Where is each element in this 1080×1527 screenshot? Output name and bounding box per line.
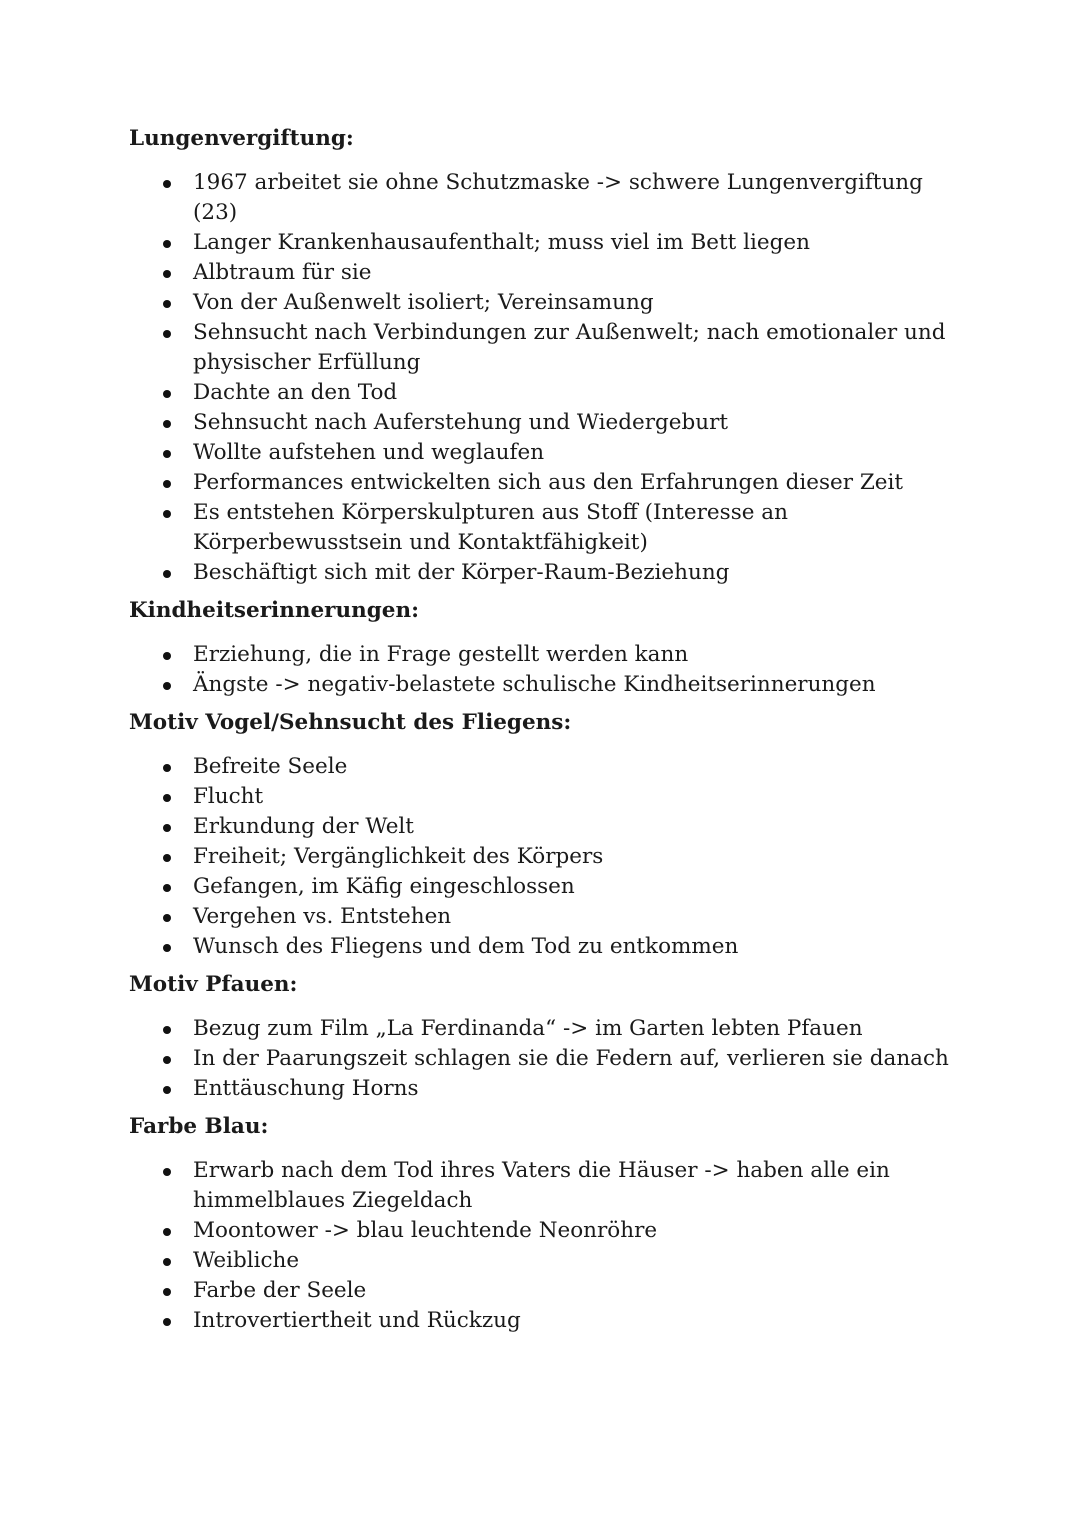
bullet-icon bbox=[163, 330, 171, 338]
bullet-icon bbox=[163, 1168, 171, 1176]
list-item-text: Sehnsucht nach Auferstehung und Wiedergeburt bbox=[193, 410, 729, 435]
list-item-text: Sehnsucht nach Verbindungen zur Außenwelt; nach emotionaler und physischer Erfüllung bbox=[193, 320, 946, 375]
list-item bbox=[129, 1276, 969, 1306]
list-item bbox=[129, 168, 969, 228]
section-motiv-pfauen bbox=[129, 970, 969, 1104]
bullet-icon bbox=[163, 1026, 171, 1034]
list-item bbox=[129, 498, 969, 558]
list-item bbox=[129, 812, 969, 842]
list-item-text: Dachte an den Tod bbox=[193, 380, 398, 405]
list-item-text: Introvertiertheit und Rückzug bbox=[193, 1308, 521, 1333]
bullet-icon bbox=[163, 944, 171, 952]
bullet-icon bbox=[163, 450, 171, 458]
list-item-text: Albtraum für sie bbox=[193, 260, 372, 285]
bullet-list bbox=[129, 640, 969, 700]
bullet-icon bbox=[163, 824, 171, 832]
bullet-list bbox=[129, 1014, 969, 1104]
list-item bbox=[129, 1216, 969, 1246]
list-item bbox=[129, 258, 969, 288]
list-item-text: Langer Krankenhausaufenthalt; muss viel im Bett liegen bbox=[193, 230, 810, 255]
list-item bbox=[129, 902, 969, 932]
section-motiv-vogel bbox=[129, 708, 969, 962]
list-item-text: Befreite Seele bbox=[193, 754, 348, 779]
bullet-icon bbox=[163, 420, 171, 428]
bullet-icon bbox=[163, 1288, 171, 1296]
document-page bbox=[129, 124, 969, 1344]
list-item bbox=[129, 782, 969, 812]
list-item-text: Erkundung der Welt bbox=[193, 814, 414, 839]
bullet-icon bbox=[163, 884, 171, 892]
list-item bbox=[129, 318, 969, 378]
list-item-text: 1967 arbeitet sie ohne Schutzmaske -> schwere Lungenvergiftung (23) bbox=[193, 170, 923, 225]
section-lungenvergiftung bbox=[129, 124, 969, 588]
bullet-icon bbox=[163, 390, 171, 398]
bullet-icon bbox=[163, 300, 171, 308]
list-item-text: Wollte aufstehen und weglaufen bbox=[193, 440, 545, 465]
list-item bbox=[129, 438, 969, 468]
list-item bbox=[129, 872, 969, 902]
list-item bbox=[129, 1044, 969, 1074]
list-item-text: Von der Außenwelt isoliert; Vereinsamung bbox=[193, 290, 654, 315]
list-item-text: Ängste -> negativ-belastete schulische Kindheitserinnerungen bbox=[193, 672, 876, 697]
list-item bbox=[129, 288, 969, 318]
bullet-icon bbox=[163, 854, 171, 862]
bullet-icon bbox=[163, 1086, 171, 1094]
list-item bbox=[129, 1306, 969, 1336]
bullet-list bbox=[129, 1156, 969, 1336]
list-item bbox=[129, 752, 969, 782]
list-item-text: Weibliche bbox=[193, 1248, 300, 1273]
list-item-text: Erziehung, die in Frage gestellt werden kann bbox=[193, 642, 689, 667]
section-heading: Motiv Pfauen: bbox=[129, 972, 298, 997]
list-item-text: Moontower -> blau leuchtende Neonröhre bbox=[193, 1218, 658, 1243]
list-item-text: In der Paarungszeit schlagen sie die Federn auf, verlieren sie danach bbox=[193, 1046, 949, 1071]
bullet-icon bbox=[163, 1056, 171, 1064]
bullet-icon bbox=[163, 270, 171, 278]
list-item bbox=[129, 1074, 969, 1104]
bullet-icon bbox=[163, 914, 171, 922]
list-item bbox=[129, 558, 969, 588]
bullet-icon bbox=[163, 652, 171, 660]
list-item bbox=[129, 842, 969, 872]
bullet-icon bbox=[163, 682, 171, 690]
list-item bbox=[129, 1014, 969, 1044]
list-item-text: Wunsch des Fliegens und dem Tod zu entkommen bbox=[193, 934, 739, 959]
bullet-icon bbox=[163, 764, 171, 772]
list-item bbox=[129, 468, 969, 498]
list-item-text: Flucht bbox=[193, 784, 264, 809]
bullet-icon bbox=[163, 480, 171, 488]
list-item-text: Gefangen, im Käfig eingeschlossen bbox=[193, 874, 575, 899]
list-item-text: Farbe der Seele bbox=[193, 1278, 367, 1303]
list-item-text: Performances entwickelten sich aus den Erfahrungen dieser Zeit bbox=[193, 470, 904, 495]
bullet-list bbox=[129, 752, 969, 962]
bullet-icon bbox=[163, 794, 171, 802]
list-item-text: Bezug zum Film „La Ferdinanda“ -> im Garten lebten Pfauen bbox=[193, 1016, 863, 1041]
list-item bbox=[129, 378, 969, 408]
bullet-icon bbox=[163, 180, 171, 188]
list-item bbox=[129, 228, 969, 258]
list-item-text: Es entstehen Körperskulpturen aus Stoff (Interesse an Körperbewusstsein und Kontaktfähigkeit) bbox=[193, 500, 788, 555]
list-item-text: Enttäuschung Horns bbox=[193, 1076, 419, 1101]
list-item bbox=[129, 640, 969, 670]
bullet-icon bbox=[163, 1318, 171, 1326]
bullet-icon bbox=[163, 1228, 171, 1236]
list-item-text: Erwarb nach dem Tod ihres Vaters die Häuser -> haben alle ein himmelblaues Ziegeldach bbox=[193, 1158, 890, 1213]
section-farbe-blau bbox=[129, 1112, 969, 1336]
bullet-icon bbox=[163, 1258, 171, 1266]
list-item bbox=[129, 1156, 969, 1216]
bullet-icon bbox=[163, 510, 171, 518]
list-item bbox=[129, 932, 969, 962]
list-item bbox=[129, 1246, 969, 1276]
bullet-icon bbox=[163, 570, 171, 578]
section-heading: Farbe Blau: bbox=[129, 1114, 269, 1139]
bullet-icon bbox=[163, 240, 171, 248]
bullet-list bbox=[129, 168, 969, 588]
list-item-text: Freiheit; Vergänglichkeit des Körpers bbox=[193, 844, 604, 869]
section-heading: Motiv Vogel/Sehnsucht des Fliegens: bbox=[129, 710, 572, 735]
list-item-text: Beschäftigt sich mit der Körper-Raum-Beziehung bbox=[193, 560, 730, 585]
list-item bbox=[129, 408, 969, 438]
section-heading: Kindheitserinnerungen: bbox=[129, 598, 420, 623]
section-heading: Lungenvergiftung: bbox=[129, 126, 354, 151]
list-item-text: Vergehen vs. Entstehen bbox=[193, 904, 452, 929]
list-item bbox=[129, 670, 969, 700]
section-kindheitserinnerungen bbox=[129, 596, 969, 700]
